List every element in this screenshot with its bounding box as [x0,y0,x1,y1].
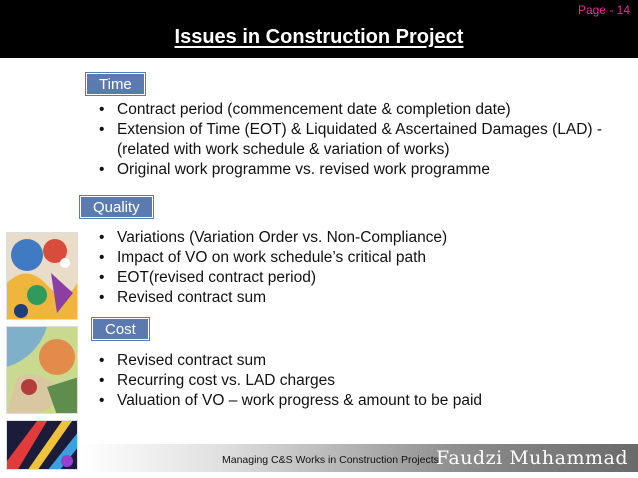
section-label-time: Time [86,73,145,95]
abstract-art-image [6,420,78,470]
bullet-list-time [97,100,627,180]
page-number: Page - 14 [577,3,630,17]
abstract-art-image [6,326,78,414]
list-item: • Recurring cost vs. LAD charges [97,371,597,391]
list-item: • EOT(revised contract period) [97,268,597,288]
list-item: • Impact of VO on work schedule’s critical path [97,248,597,268]
list-item: • Valuation of VO – work progress & amount to be paid [97,391,597,411]
footer-caption: Managing C&S Works in Construction Projects [222,454,439,466]
bullet-list-quality [97,228,597,308]
list-item: • Contract period (commencement date & completion date) [97,100,627,120]
slide-title: Issues in Construction Project [174,26,464,48]
list-item: • Extension of Time (EOT) & Liquidated & Ascertained Damages (LAD) - (related with work schedule & variation of works) [97,120,627,160]
footer-author: Faudzi Muhammad [435,447,628,469]
list-item: • Revised contract sum [97,288,597,308]
abstract-art-image [6,232,78,320]
list-item: • Original work programme vs. revised work programme [97,160,627,180]
section-label-quality: Quality [80,196,153,218]
section-label-cost: Cost [92,318,149,340]
list-item: • Revised contract sum [97,351,597,371]
bullet-list-cost [97,351,597,411]
list-item: • Variations (Variation Order vs. Non-Compliance) [97,228,597,248]
